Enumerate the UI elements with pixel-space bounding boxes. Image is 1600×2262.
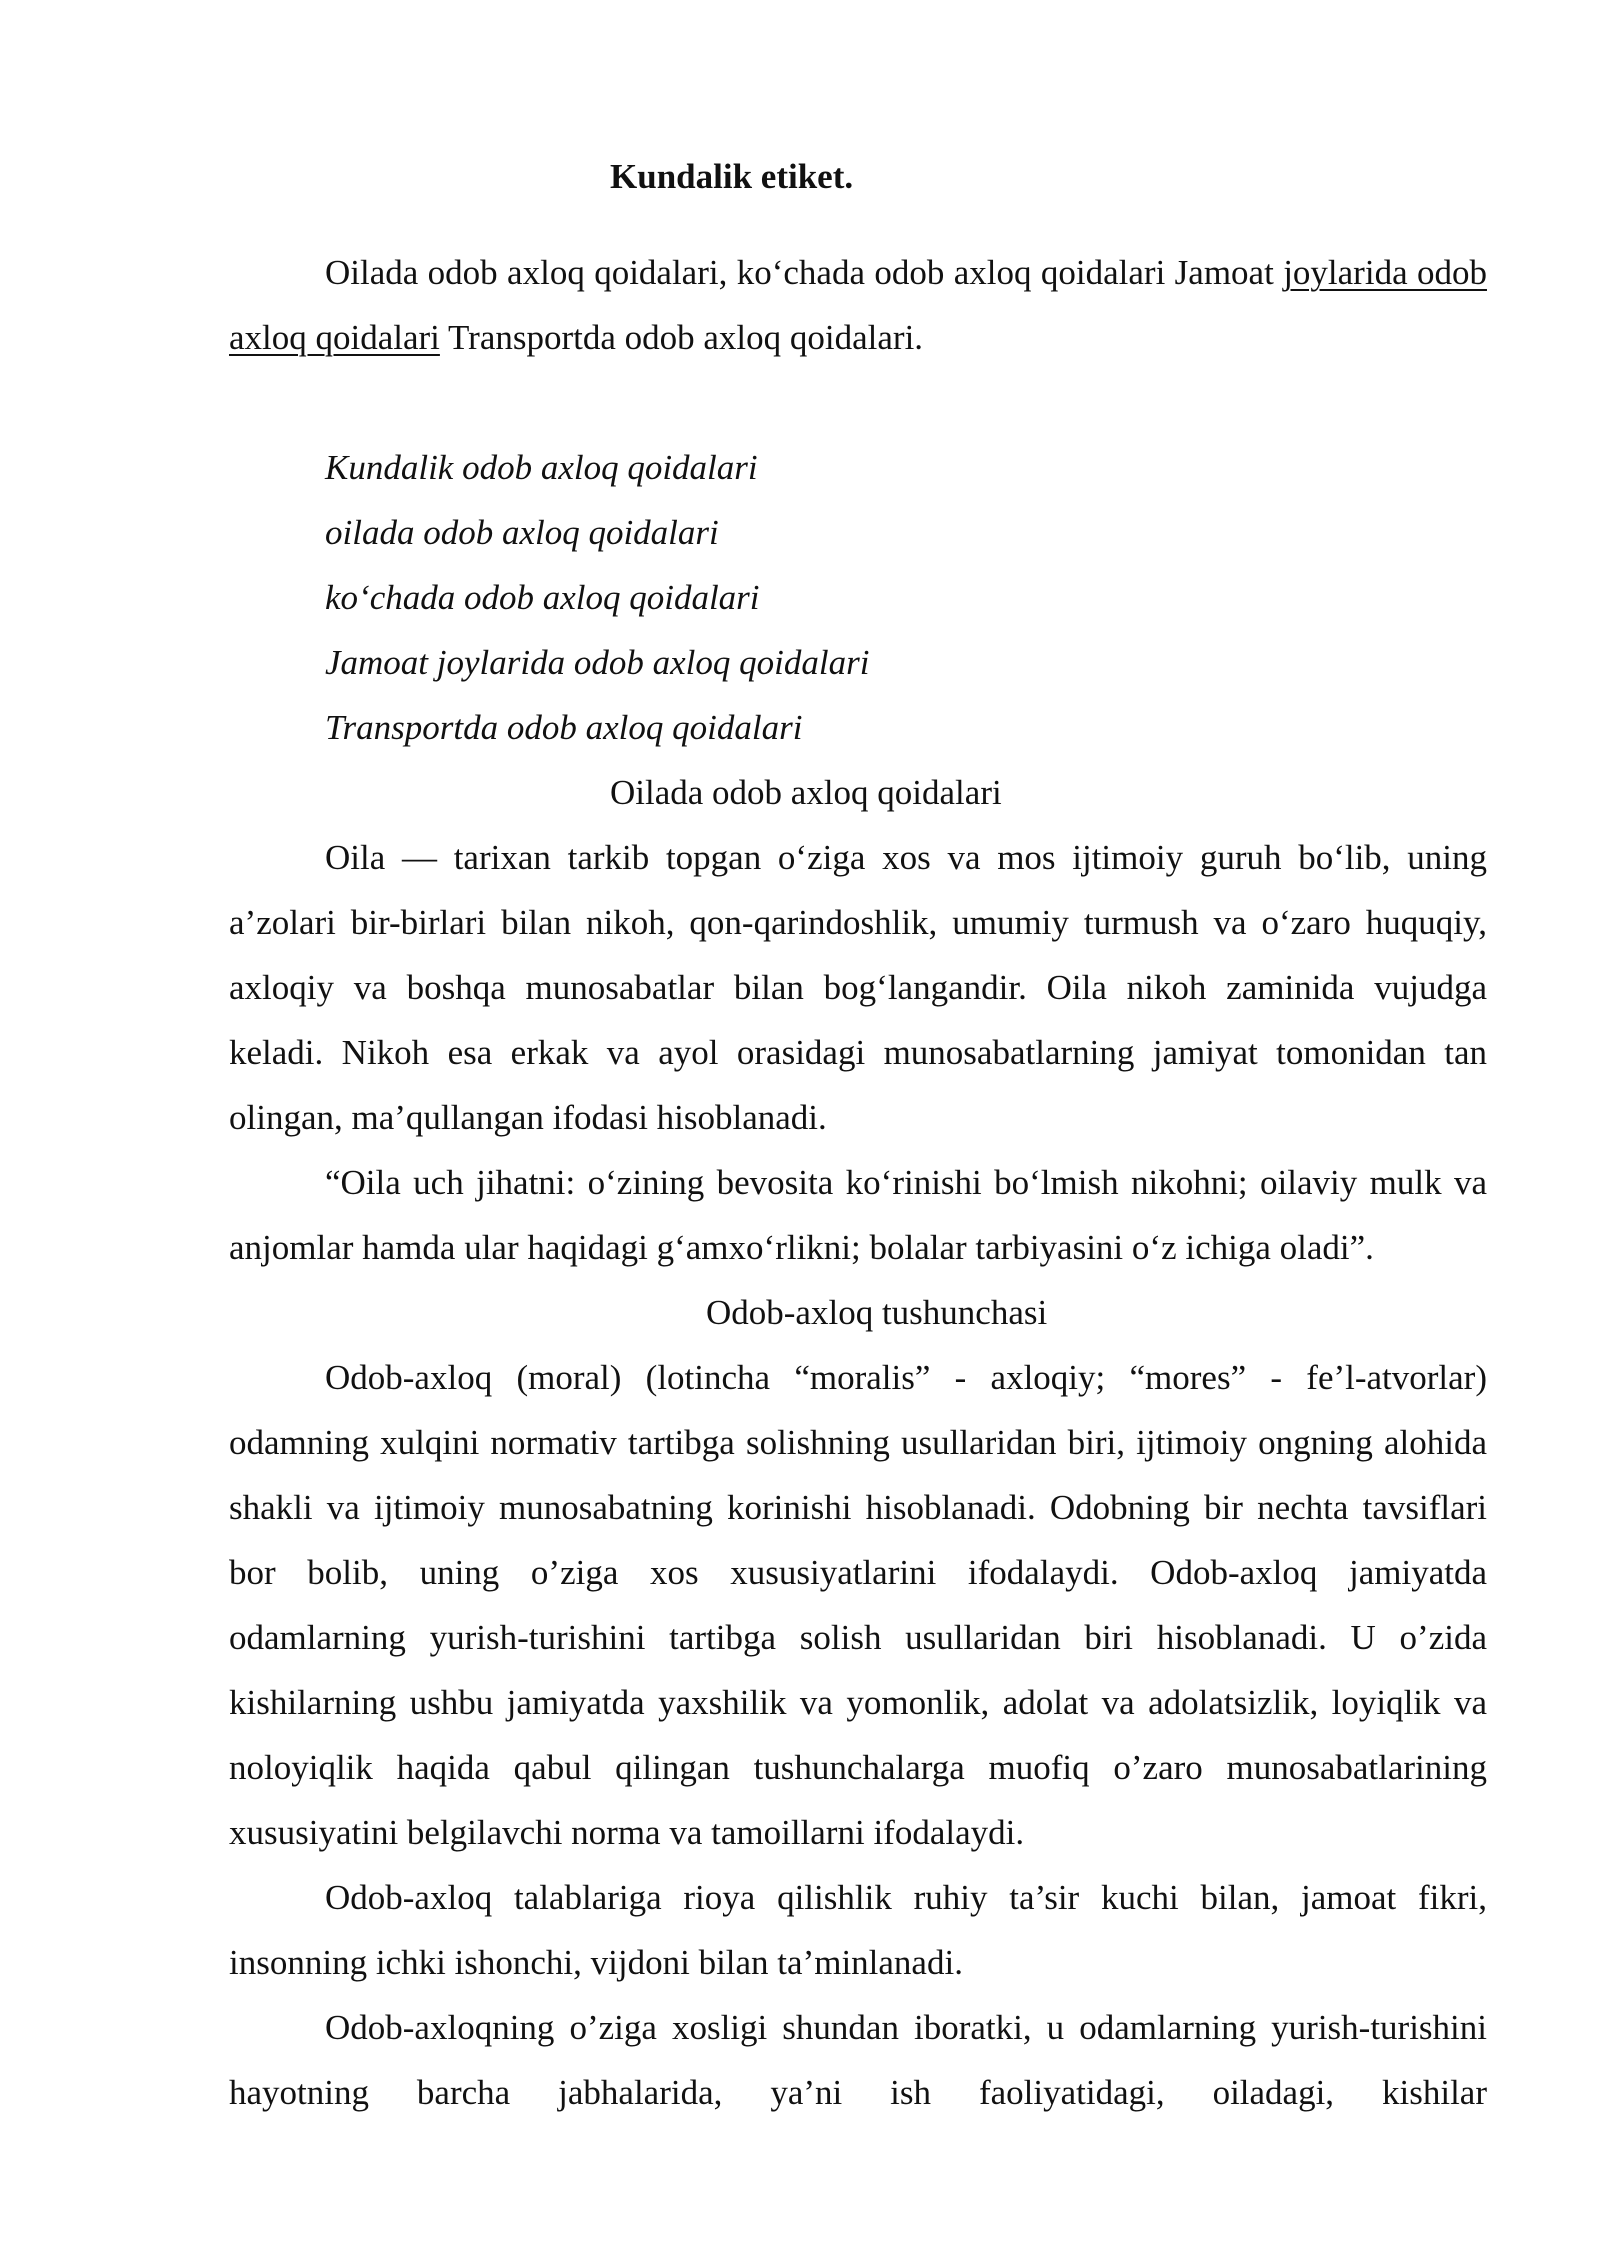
paragraph-ethics-requirements: Odob-axloq talablariga rioya qilishlik ruhiy ta’sir kuchi bilan, jamoat fikri, insonning ichki ishonchi, vijdoni bilan ta’minlanadi.	[229, 1878, 1487, 1982]
section-heading-ethics-concept: Odob-axloq tushunchasi	[706, 1293, 1048, 1332]
list-item: Kundalik odob axloq qoidalari	[325, 448, 758, 487]
intro-paragraph	[229, 240, 1487, 370]
intro-text-1: Oilada odob axloq qoidalari, ko‘chada odob axloq qoidalari Jamoat	[325, 253, 1284, 292]
intro-text-2: Transportda odob axloq qoidalari.	[439, 318, 924, 357]
list-item: Jamoat joylarida odob axloq qoidalari	[325, 643, 870, 682]
document-body	[229, 240, 1487, 2125]
intro-underlined-text: joylarida odob axloq qoidalari	[229, 253, 1487, 357]
section-heading-family-etiquette: Oilada odob axloq qoidalari	[610, 773, 1002, 812]
paragraph-ethics-specifics: Odob-axloqning o’ziga xosligi shundan iboratki, u odamlarning yurish-turishini hayotning barcha jabhalarida, ya’ni ish faoliyatidagi, oiladagi, kishilar	[229, 2008, 1487, 2112]
paragraph-family-definition: Oila — tarixan tarkib topgan o‘ziga xos va mos ijtimoiy guruh bo‘lib, uning a’zolari bir-birlari bilan nikoh, qon-qarindoshlik, umumiy turmush va o‘zaro huquqiy, axloqiy va boshqa munosabatlar bilan bog‘langandir. Oila nikoh zaminida vujudga keladi. Nikoh esa erkak va ayol orasidagi munosabatlarning jamiyat tomonidan tan olingan, ma’qullangan ifodasi hisoblanadi.	[229, 838, 1487, 1137]
paragraph-family-quote: “Oila uch jihatni: o‘zining bevosita ko‘rinishi bo‘lmish nikohni; oilaviy mulk va anjomlar hamda ular haqidagi g‘amxo‘rlikni; bolalar tarbiyasini o‘z ichiga oladi”.	[229, 1163, 1487, 1267]
list-item: oilada odob axloq qoidalari	[325, 513, 719, 552]
paragraph-ethics-definition: Odob-axloq (moral) (lotincha “moralis” - axloqiy; “mores” - fe’l-atvorlar) odamning xulqini normativ tartibga solishning usullaridan biri, ijtimoiy ongning alohida shakli va ijtimoiy munosabatning korinishi hisoblanadi. Odobning bir nechta tavsiflari bor bolib, uning o’ziga xos xususiyatlarini ifodalaydi. Odob-axloq jamiyatda odamlarning yurish-turishini tartibga solish usullaridan biri hisoblanadi. U o’zida kishilarning ushbu jamiyatda yaxshilik va yomonlik, adolat va adolatsizlik, loyiqlik va noloyiqlik haqida qabul qilingan tushunchalarga muofiq o’zaro munosabatlarining xususiyatini belgilavchi norma va tamoillarni ifodalaydi.	[229, 1358, 1487, 1852]
topics-list	[229, 435, 1487, 760]
document-title: Kundalik etiket.	[610, 157, 854, 196]
list-item: Transportda odob axloq qoidalari	[325, 708, 803, 747]
list-item: ko‘chada odob axloq qoidalari	[325, 578, 760, 617]
